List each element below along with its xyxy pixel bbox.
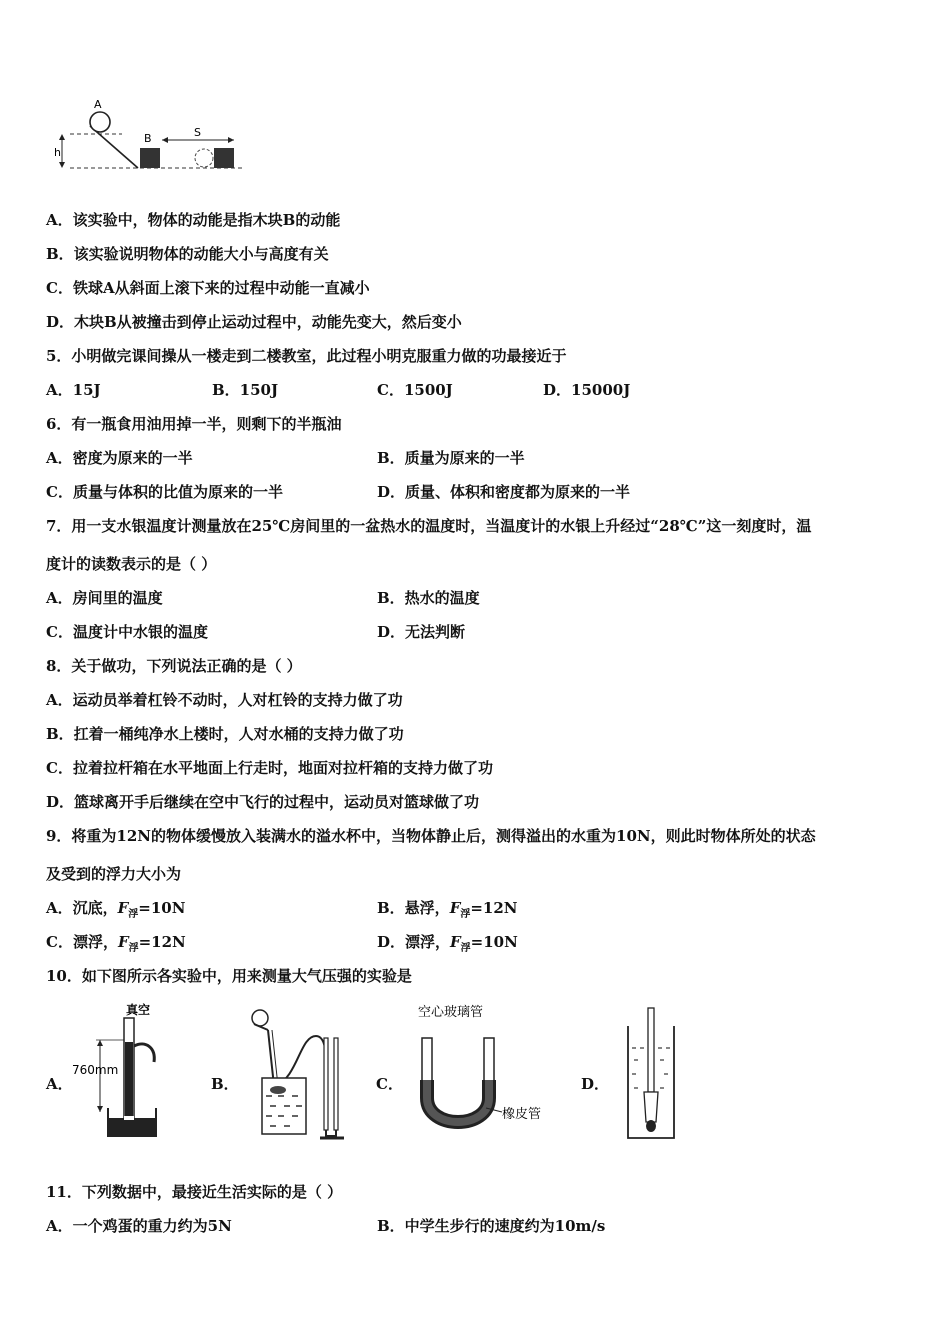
q7-option-a: A．房间里的温度 — [46, 589, 163, 607]
q10-stem: 10．如下图所示各实验中，用来测量大气压强的实验是 — [46, 967, 412, 985]
u-tube-figure — [412, 1000, 552, 1140]
ball-a — [90, 112, 110, 132]
height-label: 760mm — [72, 1063, 119, 1077]
q10-label-a: A． — [46, 1075, 73, 1093]
incline-figure — [52, 96, 252, 176]
label-h: h — [54, 146, 61, 159]
q6-stem: 6．有一瓶食用油用掉一半，则剩下的半瓶油 — [46, 415, 342, 433]
glass-tube-label: 空心玻璃管 — [418, 1005, 484, 1020]
block-b — [140, 148, 160, 168]
q4-option-a: A．该实验中，物体的动能是指木块B的动能 — [46, 211, 341, 229]
label-b: B — [144, 132, 152, 145]
label-a: A — [94, 98, 102, 111]
q7-stem-line2: 度计的读数表示的是（ ） — [46, 555, 217, 573]
q7-option-b: B．热水的温度 — [377, 589, 480, 607]
q5-option-d: D．15000J — [543, 381, 631, 399]
q8-option-b: B．扛着一桶纯净水上楼时，人对水桶的支持力做了功 — [46, 725, 404, 743]
q7-option-d: D．无法判断 — [377, 623, 466, 641]
q9-option-c: C．漂浮，$F_浮=12N$ — [46, 933, 186, 954]
q8-stem: 8．关于做功，下列说法正确的是（ ） — [46, 657, 302, 675]
rubber-tube-label: 橡皮管 — [502, 1107, 542, 1122]
q9-stem-line2: 及受到的浮力大小为 — [46, 865, 182, 883]
q6-option-b: B．质量为原来的一半 — [377, 449, 525, 467]
q5-option-c: C．1500J — [377, 381, 453, 399]
hydrometer-figure — [624, 1004, 678, 1144]
q9-stem-line1: 9．将重为12N的物体缓慢放入装满水的溢水杯中，当物体静止后，测得溢出的水重为10N，则此时物体所处的状态 — [46, 827, 816, 845]
q10-label-d: D． — [581, 1075, 610, 1093]
torricelli-figure — [70, 1000, 165, 1142]
q10-label-c: C． — [376, 1075, 403, 1093]
q9-option-a: A．沉底，$F_浮=10N$ — [46, 899, 186, 920]
q5-option-a: A．15J — [46, 381, 101, 399]
q6-option-d: D．质量、体积和密度都为原来的一半 — [377, 483, 631, 501]
q5-option-b: B．150J — [212, 381, 279, 399]
q11-option-b: B．中学生步行的速度约为10m/s — [377, 1217, 606, 1235]
q9-option-d: D．漂浮，$F_浮=10N$ — [377, 933, 518, 954]
q5-stem: 5．小明做完课间操从一楼走到二楼教室，此过程小明克服重力做的功最接近于 — [46, 347, 567, 365]
q9-option-b: B．悬浮，$F_浮=12N$ — [377, 899, 518, 920]
manometer-figure — [238, 1006, 353, 1142]
q10-label-b: B． — [211, 1075, 239, 1093]
q4-option-c: C．铁球A从斜面上滚下来的过程中动能一直减小 — [46, 279, 370, 297]
q6-option-a: A．密度为原来的一半 — [46, 449, 193, 467]
q8-option-a: A．运动员举着杠铃不动时，人对杠铃的支持力做了功 — [46, 691, 403, 709]
q11-stem: 11．下列数据中，最接近生活实际的是（ ） — [46, 1183, 343, 1201]
q4-option-d: D．木块B从被撞击到停止运动过程中，动能先变大，然后变小 — [46, 313, 462, 331]
q4-option-b: B．该实验说明物体的动能大小与高度有关 — [46, 245, 329, 263]
q6-option-c: C．质量与体积的比值为原来的一半 — [46, 483, 283, 501]
q11-option-a: A．一个鸡蛋的重力约为5N — [46, 1217, 232, 1235]
label-s: S — [194, 126, 201, 139]
q7-stem-line1: 7．用一支水银温度计测量放在25℃房间里的一盆热水的温度时，当温度计的水银上升经过“28℃”这一刻度时，温 — [46, 517, 812, 535]
q7-option-c: C．温度计中水银的温度 — [46, 623, 208, 641]
q8-option-c: C．拉着拉杆箱在水平地面上行走时，地面对拉杆箱的支持力做了功 — [46, 759, 493, 777]
q8-option-d: D．篮球离开手后继续在空中飞行的过程中，运动员对篮球做了功 — [46, 793, 480, 811]
vacuum-label: 真空 — [126, 1003, 151, 1017]
